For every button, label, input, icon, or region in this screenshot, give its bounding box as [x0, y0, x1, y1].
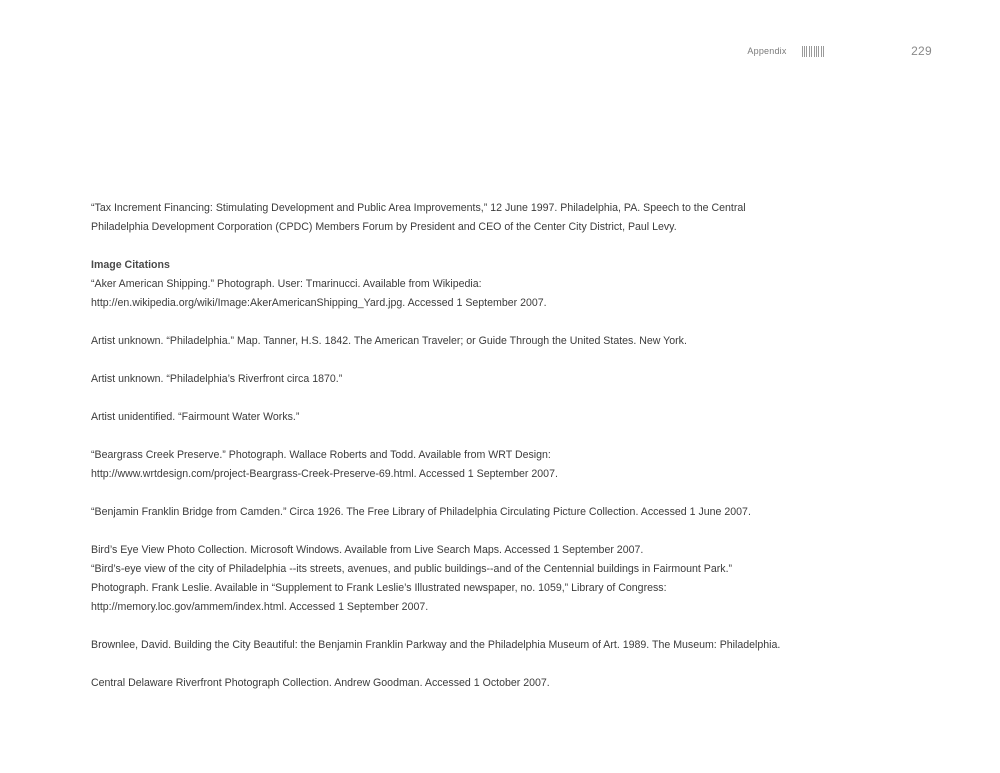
citation-line: “Bird’s-eye view of the city of Philadelphia --its streets, avenues, and public buildings--and of the Centennial buildings in Fairmount Park.” — [91, 563, 733, 575]
citation-line: Brownlee, David. Building the City Beautiful: the Benjamin Franklin Parkway and the Philadelphia Museum of Art. 1989. The Museum: Philadelphia. — [91, 639, 781, 651]
page-number: 229 — [911, 44, 932, 58]
image-citations-heading: Image Citations — [91, 259, 170, 271]
citation-line: Central Delaware Riverfront Photograph Collection. Andrew Goodman. Accessed 1 October 2007. — [91, 677, 550, 689]
citations-content — [91, 199, 891, 693]
citation-entry — [91, 275, 891, 313]
citation-line: “Tax Increment Financing: Stimulating Development and Public Area Improvements,” 12 June 1997. Philadelphia, PA. Speech to the Central — [91, 202, 746, 214]
citation-entry — [91, 503, 891, 522]
citation-entry — [91, 332, 891, 351]
citation-line: http://en.wikipedia.org/wiki/Image:AkerAmericanShipping_Yard.jpg. Accessed 1 September 2007. — [91, 297, 547, 309]
citation-entry — [91, 408, 891, 427]
citation-line: http://www.wrtdesign.com/project-Beargrass-Creek-Preserve-69.html. Accessed 1 September 2007. — [91, 468, 558, 480]
barcode-decoration — [802, 46, 825, 57]
citation-line: “Aker American Shipping.” Photograph. User: Tmarinucci. Available from Wikipedia: — [91, 278, 482, 290]
citation-entry — [91, 541, 891, 617]
citation-line: Artist unknown. “Philadelphia.” Map. Tanner, H.S. 1842. The American Traveler; or Guide Through the United States. New York. — [91, 335, 687, 347]
citation-line: Artist unidentified. “Fairmount Water Works.” — [91, 411, 300, 423]
intro-citation — [91, 199, 891, 237]
page-header — [747, 44, 932, 58]
citation-line: http://memory.loc.gov/ammem/index.html. Accessed 1 September 2007. — [91, 601, 429, 613]
citation-line: “Benjamin Franklin Bridge from Camden.” Circa 1926. The Free Library of Philadelphia Circulating Picture Collection. Accessed 1 June 2007. — [91, 506, 751, 518]
citation-entry — [91, 674, 891, 693]
citation-entry — [91, 636, 891, 655]
citation-entry — [91, 370, 891, 389]
citation-line: “Beargrass Creek Preserve.” Photograph. Wallace Roberts and Todd. Available from WRT Design: — [91, 449, 551, 461]
citation-line: Photograph. Frank Leslie. Available in “Supplement to Frank Leslie’s Illustrated newspaper, no. 1059,” Library of Congress: — [91, 582, 667, 594]
citation-line: Philadelphia Development Corporation (CPDC) Members Forum by President and CEO of the Center City District, Paul Levy. — [91, 221, 677, 233]
citation-line: Artist unknown. “Philadelphia’s Riverfront circa 1870.” — [91, 373, 343, 385]
citation-entry — [91, 446, 891, 484]
section-label: Appendix — [747, 46, 787, 56]
citation-line: Bird’s Eye View Photo Collection. Microsoft Windows. Available from Live Search Maps. Accessed 1 September 2007. — [91, 544, 644, 556]
